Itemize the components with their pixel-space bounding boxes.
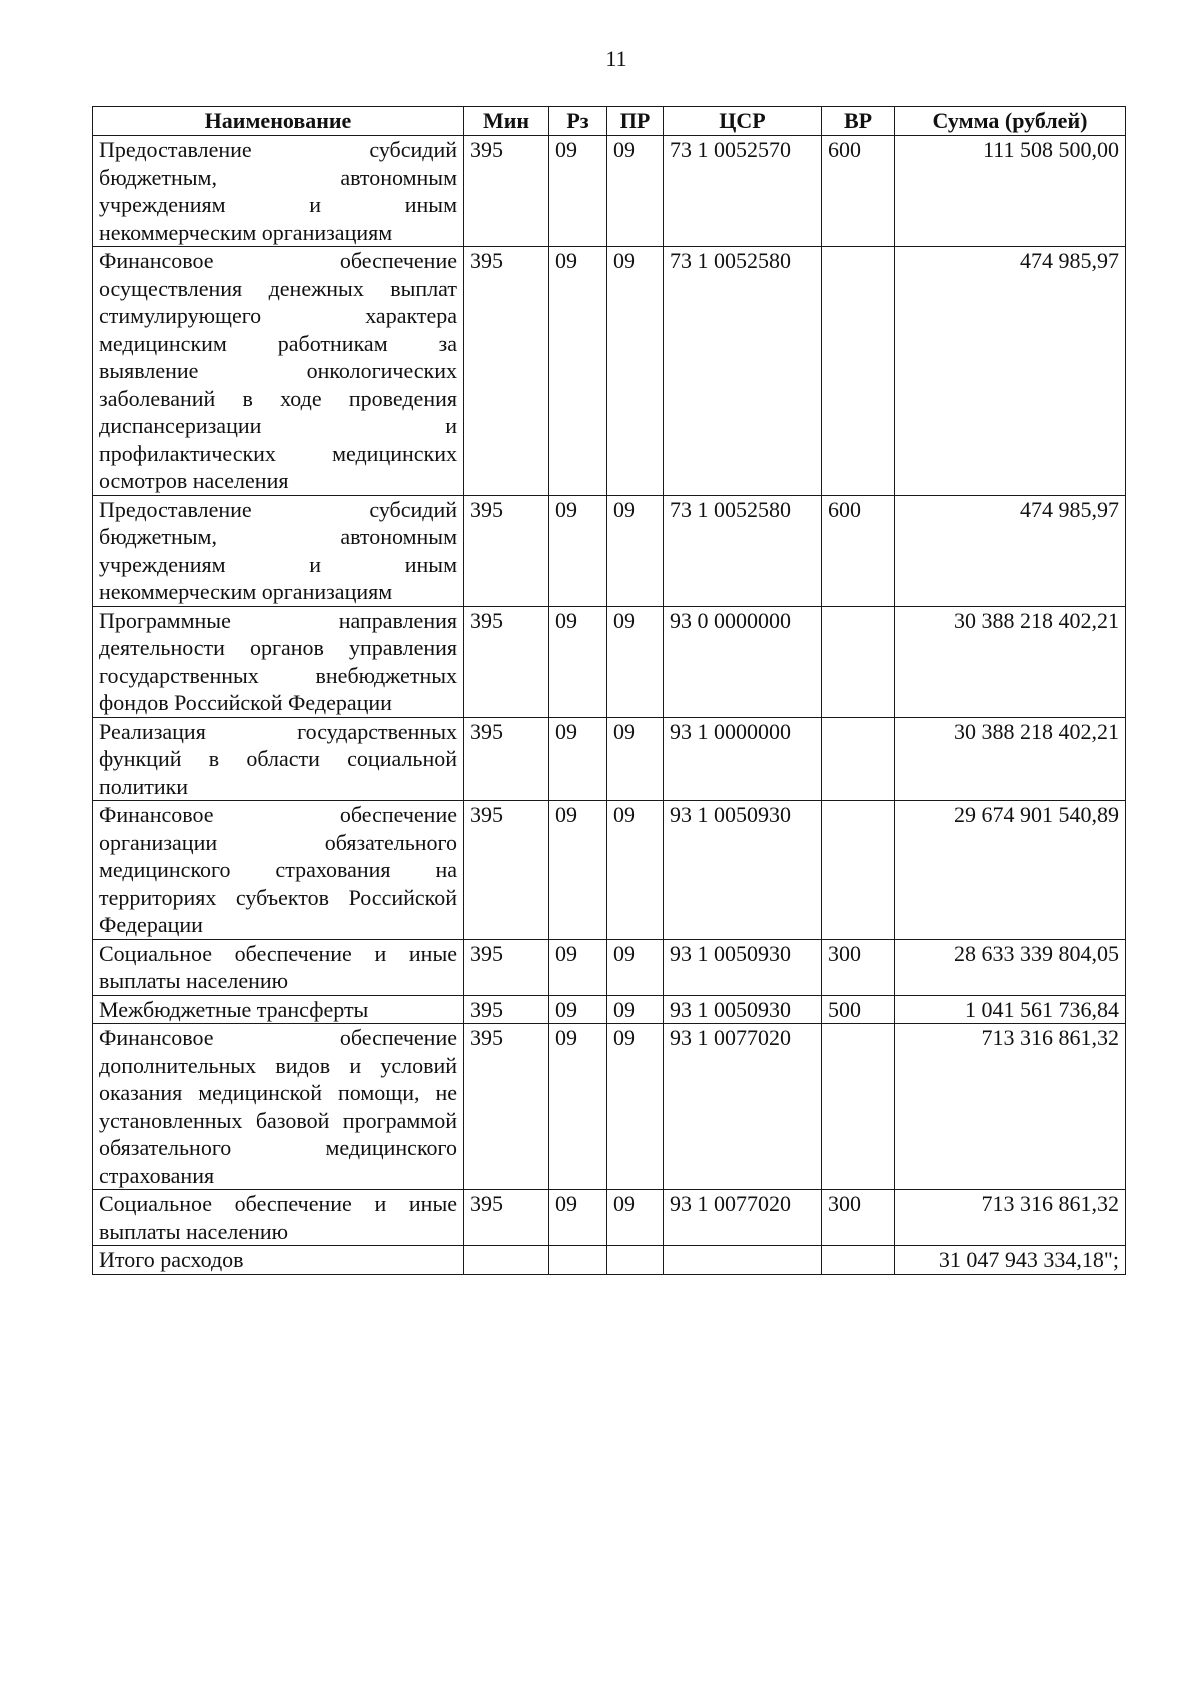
cell-rz: 09: [549, 801, 607, 940]
cell-sum: 29 674 901 540,89: [895, 801, 1126, 940]
header-min: Мин: [464, 107, 549, 136]
cell-min: 395: [464, 995, 549, 1024]
cell-sum: 474 985,97: [895, 247, 1126, 496]
cell-rz: 09: [549, 495, 607, 606]
cell-pr: 09: [607, 606, 664, 717]
table-header-row: [93, 107, 1126, 136]
table-row: [93, 1024, 1126, 1190]
cell-sum: 1 041 561 736,84: [895, 995, 1126, 1024]
header-name: Наименование: [93, 107, 464, 136]
cell-rz: [549, 1246, 607, 1275]
cell-pr: 09: [607, 136, 664, 247]
table-row: [93, 247, 1126, 496]
cell-sum: 111 508 500,00: [895, 136, 1126, 247]
cell-vr: [822, 247, 895, 496]
cell-name: Социальное обеспечение и иные выплаты населению: [93, 939, 464, 995]
table-row: [93, 1246, 1126, 1275]
cell-pr: 09: [607, 1190, 664, 1246]
cell-name: Социальное обеспечение и иные выплаты населению: [93, 1190, 464, 1246]
cell-sum: 30 388 218 402,21: [895, 606, 1126, 717]
page-number: 11: [605, 46, 627, 71]
cell-vr: 600: [822, 136, 895, 247]
cell-csr: 93 1 0050930: [664, 939, 822, 995]
cell-csr: [664, 1246, 822, 1275]
cell-csr: 93 1 0077020: [664, 1024, 822, 1190]
cell-min: 395: [464, 136, 549, 247]
cell-name: Финансовое обеспечение осуществления денежных выплат стимулирующего характера медицинским работникам за выявление онкологических заболеваний в ходе проведения диспансеризации и профилактических медицинских осмотров населения: [93, 247, 464, 496]
table-body: [93, 136, 1126, 1275]
cell-min: 395: [464, 939, 549, 995]
cell-min: 395: [464, 247, 549, 496]
cell-name: Финансовое обеспечение организации обязательного медицинского страхования на территориях субъектов Российской Федерации: [93, 801, 464, 940]
cell-pr: 09: [607, 495, 664, 606]
cell-sum: 31 047 943 334,18";: [895, 1246, 1126, 1275]
cell-name: Реализация государственных функций в области социальной политики: [93, 717, 464, 801]
table-row: [93, 1190, 1126, 1246]
cell-csr: 73 1 0052580: [664, 247, 822, 496]
table-row: [93, 136, 1126, 247]
table-row: [93, 495, 1126, 606]
cell-pr: 09: [607, 995, 664, 1024]
cell-vr: [822, 606, 895, 717]
cell-name: Финансовое обеспечение дополнительных видов и условий оказания медицинской помощи, не установленных базовой программой обязательного медицинского страхования: [93, 1024, 464, 1190]
cell-rz: 09: [549, 606, 607, 717]
cell-min: 395: [464, 1190, 549, 1246]
cell-sum: 713 316 861,32: [895, 1024, 1126, 1190]
header-pr: ПР: [607, 107, 664, 136]
cell-pr: 09: [607, 247, 664, 496]
cell-name: Программные направления деятельности органов управления государственных внебюджетных фондов Российской Федерации: [93, 606, 464, 717]
cell-name: Предоставление субсидий бюджетным, автономным учреждениям и иным некоммерческим организациям: [93, 495, 464, 606]
header-rz: Рз: [549, 107, 607, 136]
cell-csr: 93 0 0000000: [664, 606, 822, 717]
cell-name: Предоставление субсидий бюджетным, автономным учреждениям и иным некоммерческим организациям: [93, 136, 464, 247]
cell-vr: 300: [822, 939, 895, 995]
cell-vr: 300: [822, 1190, 895, 1246]
table-row: [93, 606, 1126, 717]
header-vr: ВР: [822, 107, 895, 136]
cell-csr: 93 1 0050930: [664, 801, 822, 940]
cell-min: [464, 1246, 549, 1275]
cell-rz: 09: [549, 939, 607, 995]
cell-vr: [822, 1024, 895, 1190]
cell-min: 395: [464, 606, 549, 717]
cell-pr: 09: [607, 939, 664, 995]
cell-sum: 474 985,97: [895, 495, 1126, 606]
cell-vr: [822, 717, 895, 801]
cell-min: 395: [464, 495, 549, 606]
cell-name: Итого расходов: [93, 1246, 464, 1275]
table-row: [93, 717, 1126, 801]
cell-csr: 73 1 0052570: [664, 136, 822, 247]
cell-pr: [607, 1246, 664, 1275]
cell-rz: 09: [549, 717, 607, 801]
table-row: [93, 995, 1126, 1024]
cell-sum: 713 316 861,32: [895, 1190, 1126, 1246]
cell-name: Межбюджетные трансферты: [93, 995, 464, 1024]
cell-sum: 30 388 218 402,21: [895, 717, 1126, 801]
cell-vr: 600: [822, 495, 895, 606]
cell-csr: 73 1 0052580: [664, 495, 822, 606]
cell-pr: 09: [607, 717, 664, 801]
budget-table: [92, 106, 1126, 1275]
cell-rz: 09: [549, 247, 607, 496]
cell-csr: 93 1 0000000: [664, 717, 822, 801]
cell-vr: [822, 1246, 895, 1275]
cell-vr: 500: [822, 995, 895, 1024]
header-sum: Сумма (рублей): [895, 107, 1126, 136]
cell-min: 395: [464, 717, 549, 801]
cell-pr: 09: [607, 1024, 664, 1190]
table-row: [93, 939, 1126, 995]
cell-min: 395: [464, 801, 549, 940]
table-row: [93, 801, 1126, 940]
header-csr: ЦСР: [664, 107, 822, 136]
cell-rz: 09: [549, 1024, 607, 1190]
cell-vr: [822, 801, 895, 940]
cell-sum: 28 633 339 804,05: [895, 939, 1126, 995]
cell-csr: 93 1 0077020: [664, 1190, 822, 1246]
cell-rz: 09: [549, 995, 607, 1024]
cell-rz: 09: [549, 136, 607, 247]
cell-min: 395: [464, 1024, 549, 1190]
cell-csr: 93 1 0050930: [664, 995, 822, 1024]
cell-pr: 09: [607, 801, 664, 940]
cell-rz: 09: [549, 1190, 607, 1246]
